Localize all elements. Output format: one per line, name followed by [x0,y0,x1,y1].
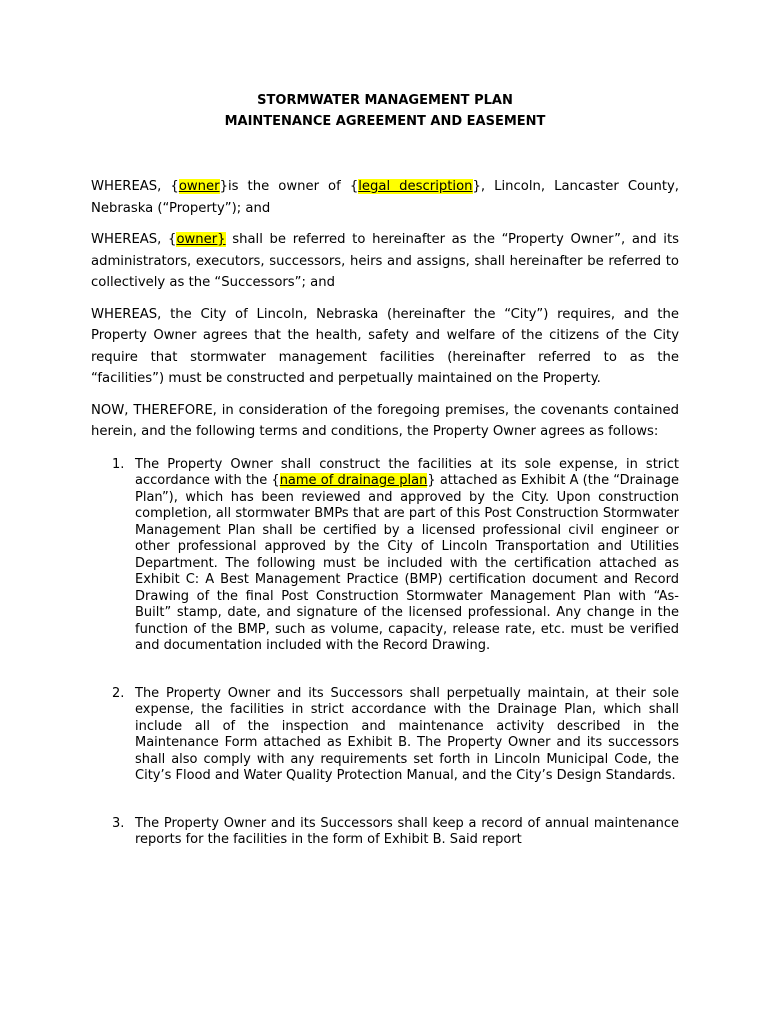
item1-text-pre: The Property Owner shall construct the facilities at its sole expense, in strict accordance with the { [135,456,679,488]
list-item-number: 3. [112,815,125,831]
item3-text: The Property Owner and its Successors shall keep a record of annual maintenance reports for the facilities in the form of Exhibit B. Said report [135,815,679,847]
whereas2-text-post: shall be referred to hereinafter as the “Property Owner”, and its administrators, executors, successors, heirs and assigns, shall hereinafter be referred to collectively as the “Successors”; and [91,232,679,290]
whereas-paragraph-3: WHEREAS, the City of Lincoln, Nebraska (hereinafter the “City”) requires, and the Property Owner agrees that the health, safety and welfare of the citizens of the City require that stormwater management facilities (hereinafter referred to as the “facilities”) must be constructed and perpetually maintained on the Property. [91,306,679,386]
whereas2-text-pre: WHEREAS, { [91,232,177,247]
list-item-number: 2. [112,685,125,701]
owner-placeholder[interactable]: owner [178,179,220,194]
item2-text: The Property Owner and its Successors shall perpetually maintain, at their sole expense, the facilities in strict accordance with the Drainage Plan, which shall include all of the inspection and maintenance activity described in the Maintenance Form attached as Exhibit B. The Property Owner and its successors shall also comply with any requirements set forth in Lincoln Municipal Code, the City’s Flood and Water Quality Protection Manual, and the City’s Design Standards. [135,685,679,783]
document-page [91,90,679,849]
list-item [91,686,679,785]
legal-description-placeholder[interactable]: legal description [358,179,473,194]
whereas1-text-mid: }is the owner of { [219,179,359,194]
title-line-2: MAINTENANCE AGREEMENT AND EASEMENT [224,114,546,129]
drainage-plan-placeholder[interactable]: name of drainage plan [279,473,428,488]
terms-list [91,457,679,849]
list-item [91,816,679,849]
title-line-1: STORMWATER MANAGEMENT PLAN [257,93,513,108]
owner-placeholder-2[interactable]: owner} [176,232,226,247]
whereas-paragraph-1 [91,176,679,219]
item1-text-post: } attached as Exhibit A (the “Drainage Plan”), which has been reviewed and approved by the City. Upon construction completion, all stormwater BMPs that are part of this Post Construction Stormwater Management Plan shall be certified by a licensed professional civil engineer or other professional approved by the City of Lincoln Transportation and Utilities Department. The following must be included with the certification attached as Exhibit C: A Best Management Practice (BMP) certification document and Record Drawing of the final Post Construction Stormwater Management Plan with “As-Built” stamp, date, and signature of the licensed professional. Any change in the function of the BMP, such as volume, capacity, release rate, etc. must be verified and documentation included with the Record Drawing. [135,473,679,653]
whereas1-text-post: }, Lincoln, Lancaster County, Nebraska (“Property”); and [91,179,680,216]
whereas-paragraph-2 [91,229,679,294]
list-item [91,457,679,655]
whereas1-text-pre: WHEREAS, { [91,179,179,194]
now-therefore-paragraph: NOW, THEREFORE, in consideration of the foregoing premises, the covenants contained herein, and the following terms and conditions, the Property Owner agrees as follows: [91,402,679,439]
list-item-number: 1. [112,456,125,472]
document-title [91,90,679,132]
